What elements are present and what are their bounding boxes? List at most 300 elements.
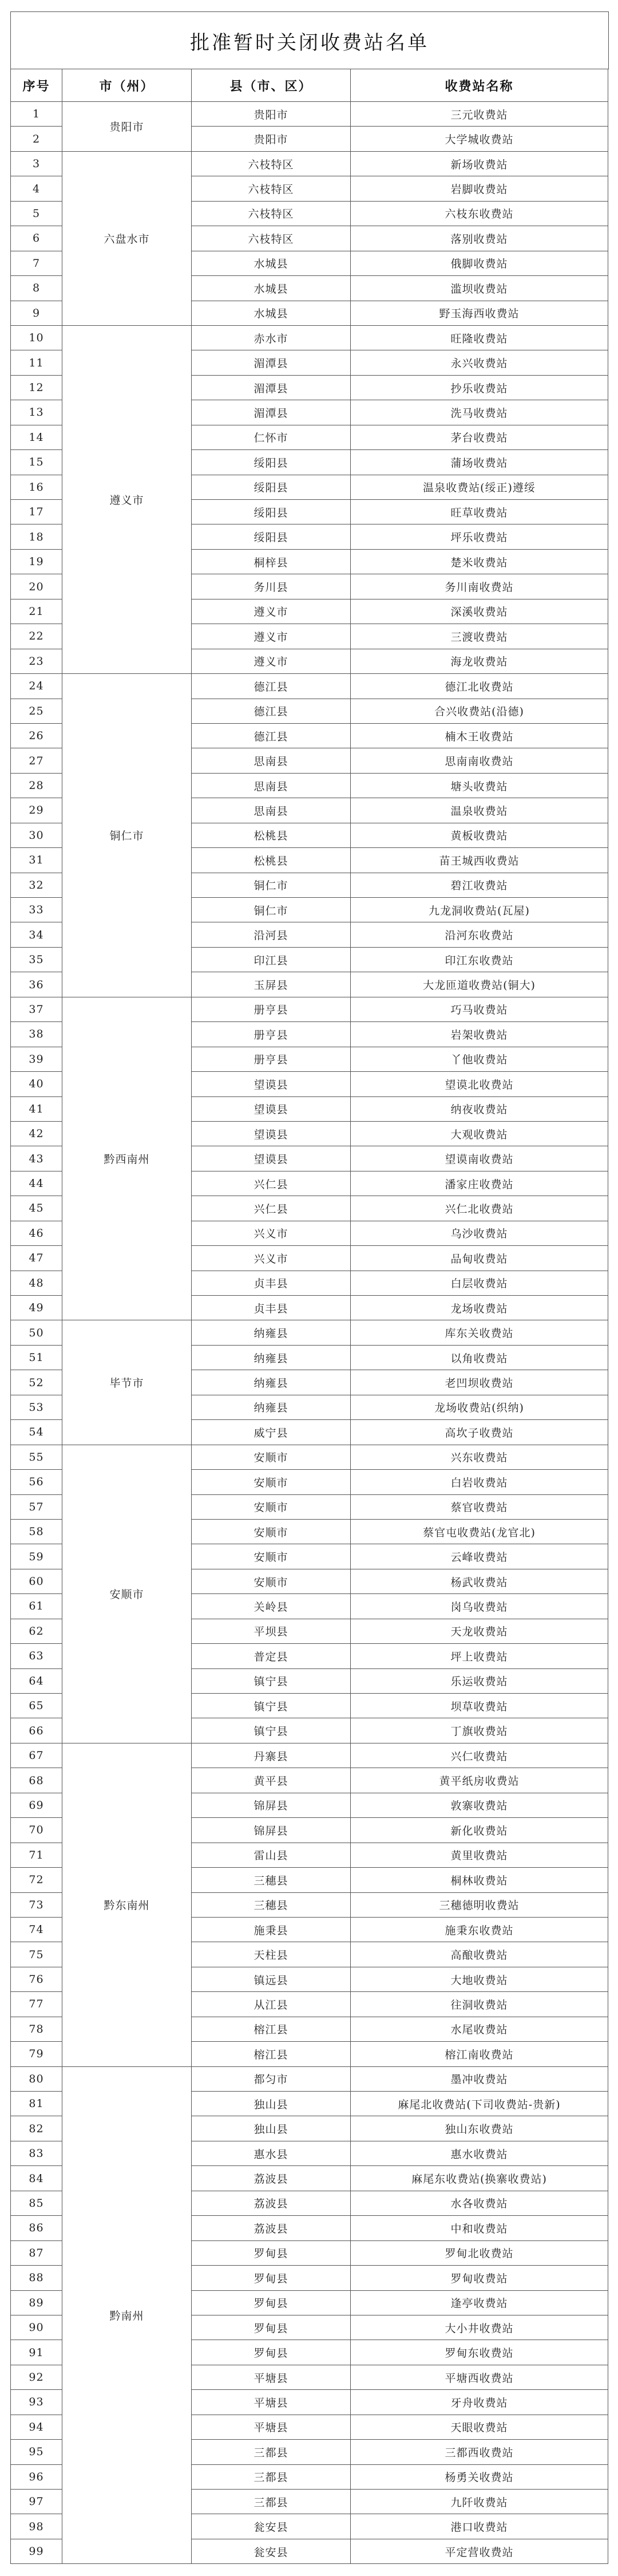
station-name-cell: 水各收费站: [351, 2191, 608, 2215]
row-number: 48: [11, 1271, 62, 1295]
row-number: 28: [11, 773, 62, 798]
county-cell: 罗甸县: [192, 2340, 351, 2365]
station-name-cell: 兴东收费站: [351, 1445, 608, 1469]
row-number: 85: [11, 2191, 62, 2215]
row-number: 20: [11, 574, 62, 599]
county-cell: 兴仁县: [192, 1196, 351, 1221]
row-number: 33: [11, 898, 62, 922]
county-cell: 绥阳县: [192, 475, 351, 499]
row-number: 61: [11, 1594, 62, 1619]
county-cell: 三穗县: [192, 1868, 351, 1892]
station-name-cell: 兴仁收费站: [351, 1743, 608, 1768]
county-cell: 纳雍县: [192, 1395, 351, 1419]
row-number: 11: [11, 350, 62, 375]
station-name-cell: 黄里收费站: [351, 1843, 608, 1867]
station-name-cell: 敦寨收费站: [351, 1793, 608, 1817]
county-cell: 印江县: [192, 947, 351, 972]
row-number: 69: [11, 1793, 62, 1817]
row-number: 49: [11, 1296, 62, 1320]
station-name-cell: 蔡官屯收费站(龙官北): [351, 1519, 608, 1544]
station-name-cell: 深溪收费站: [351, 599, 608, 624]
station-name-cell: 旺草收费站: [351, 500, 608, 524]
station-name-cell: 白岩收费站: [351, 1470, 608, 1494]
station-name-cell: 乌沙收费站: [351, 1221, 608, 1245]
station-name-cell: 牙舟收费站: [351, 2390, 608, 2415]
station-name-cell: 大龙匝道收费站(铜大): [351, 972, 608, 997]
county-cell: 铜仁市: [192, 873, 351, 897]
row-number: 21: [11, 599, 62, 624]
county-cell: 镇远县: [192, 1967, 351, 1991]
county-cell: 仁怀市: [192, 425, 351, 449]
county-cell: 罗甸县: [192, 2315, 351, 2340]
row-number: 40: [11, 1072, 62, 1096]
station-name-cell: 务川南收费站: [351, 574, 608, 599]
county-cell: 思南县: [192, 748, 351, 773]
station-name-cell: 丁旗收费站: [351, 1718, 608, 1743]
county-cell: 罗甸县: [192, 2240, 351, 2265]
station-name-cell: 六枝东收费站: [351, 201, 608, 226]
table-row: [11, 151, 608, 176]
row-number: 27: [11, 748, 62, 773]
county-cell: 望谟县: [192, 1121, 351, 1146]
county-cell: 安顺市: [192, 1519, 351, 1544]
county-cell: 思南县: [192, 773, 351, 798]
station-name-cell: 坪乐收费站: [351, 524, 608, 549]
county-cell: 安顺市: [192, 1494, 351, 1519]
station-name-cell: 三穗德明收费站: [351, 1892, 608, 1917]
county-cell: 德江县: [192, 674, 351, 699]
row-number: 86: [11, 2216, 62, 2240]
document-title: 批准暂时关闭收费站名单: [10, 11, 609, 69]
station-name-cell: 新化收费站: [351, 1818, 608, 1843]
county-cell: 从江县: [192, 1992, 351, 2017]
row-number: 93: [11, 2390, 62, 2415]
county-cell: 安顺市: [192, 1445, 351, 1469]
station-name-cell: 杨武收费站: [351, 1569, 608, 1593]
city-cell: 黔西南州: [62, 997, 192, 1320]
row-number: 55: [11, 1445, 62, 1469]
station-name-cell: 永兴收费站: [351, 350, 608, 375]
row-number: 94: [11, 2415, 62, 2439]
station-name-cell: 新场收费站: [351, 151, 608, 176]
row-number: 7: [11, 251, 62, 275]
row-number: 81: [11, 2092, 62, 2116]
county-cell: 安顺市: [192, 1569, 351, 1593]
county-cell: 沿河县: [192, 922, 351, 947]
row-number: 16: [11, 475, 62, 499]
station-name-cell: 岗乌收费站: [351, 1594, 608, 1619]
row-number: 79: [11, 2042, 62, 2066]
city-cell: 铜仁市: [62, 674, 192, 997]
row-number: 89: [11, 2290, 62, 2315]
city-cell: 黔东南州: [62, 1743, 192, 2066]
county-cell: 桐梓县: [192, 549, 351, 574]
county-cell: 纳雍县: [192, 1370, 351, 1395]
row-number: 26: [11, 723, 62, 748]
county-cell: 三穗县: [192, 1892, 351, 1917]
row-number: 59: [11, 1544, 62, 1569]
station-name-cell: 罗甸东收费站: [351, 2340, 608, 2365]
station-name-cell: 坝草收费站: [351, 1694, 608, 1718]
row-number: 82: [11, 2116, 62, 2141]
county-cell: 湄潭县: [192, 375, 351, 400]
county-cell: 玉屏县: [192, 972, 351, 997]
header-station-name: 收费站名称: [351, 69, 608, 102]
row-number: 37: [11, 997, 62, 1021]
county-cell: 天柱县: [192, 1942, 351, 1967]
county-cell: 德江县: [192, 723, 351, 748]
table-row: [11, 997, 608, 1021]
county-cell: 平塘县: [192, 2365, 351, 2389]
city-cell: 黔南州: [62, 2066, 192, 2564]
county-cell: 湄潭县: [192, 400, 351, 425]
row-number: 73: [11, 1892, 62, 1917]
county-cell: 遵义市: [192, 649, 351, 673]
county-cell: 六枝特区: [192, 201, 351, 226]
row-number: 72: [11, 1868, 62, 1892]
county-cell: 镇宁县: [192, 1668, 351, 1693]
station-name-cell: 云峰收费站: [351, 1544, 608, 1569]
county-cell: 绥阳县: [192, 450, 351, 475]
station-name-cell: 旺隆收费站: [351, 325, 608, 350]
county-cell: 铜仁市: [192, 898, 351, 922]
header-city: 市（州）: [62, 69, 192, 102]
row-number: 62: [11, 1619, 62, 1643]
row-number: 2: [11, 127, 62, 151]
station-name-cell: 港口收费站: [351, 2514, 608, 2539]
table-row: [11, 1743, 608, 1768]
county-cell: 荔波县: [192, 2216, 351, 2240]
row-number: 5: [11, 201, 62, 226]
row-number: 70: [11, 1818, 62, 1843]
city-cell: 六盘水市: [62, 151, 192, 325]
county-cell: 雷山县: [192, 1843, 351, 1867]
row-number: 10: [11, 325, 62, 350]
county-cell: 三都县: [192, 2440, 351, 2464]
table-row: [11, 1445, 608, 1469]
row-number: 53: [11, 1395, 62, 1419]
county-cell: 六枝特区: [192, 226, 351, 251]
row-number: 90: [11, 2315, 62, 2340]
county-cell: 务川县: [192, 574, 351, 599]
station-name-cell: 逢亭收费站: [351, 2290, 608, 2315]
row-number: 91: [11, 2340, 62, 2365]
county-cell: 瓮安县: [192, 2514, 351, 2539]
station-name-cell: 坪上收费站: [351, 1644, 608, 1668]
row-number: 88: [11, 2266, 62, 2290]
row-number: 78: [11, 2017, 62, 2041]
county-cell: 威宁县: [192, 1420, 351, 1445]
row-number: 38: [11, 1022, 62, 1047]
county-cell: 黄平县: [192, 1768, 351, 1793]
station-name-cell: 岩架收费站: [351, 1022, 608, 1047]
county-cell: 安顺市: [192, 1544, 351, 1569]
station-name-cell: 三元收费站: [351, 102, 608, 127]
row-number: 14: [11, 425, 62, 449]
county-cell: 遵义市: [192, 599, 351, 624]
county-cell: 锦屏县: [192, 1793, 351, 1817]
row-number: 98: [11, 2514, 62, 2539]
county-cell: 榕江县: [192, 2017, 351, 2041]
row-number: 58: [11, 1519, 62, 1544]
row-number: 3: [11, 151, 62, 176]
station-name-cell: 乐运收费站: [351, 1668, 608, 1693]
station-name-cell: 茅台收费站: [351, 425, 608, 449]
county-cell: 兴仁县: [192, 1171, 351, 1196]
station-name-cell: 塘头收费站: [351, 773, 608, 798]
row-number: 84: [11, 2166, 62, 2191]
station-name-cell: 滥坝收费站: [351, 276, 608, 301]
station-name-cell: 高坎子收费站: [351, 1420, 608, 1445]
station-name-cell: 天龙收费站: [351, 1619, 608, 1643]
row-number: 42: [11, 1121, 62, 1146]
county-cell: 水城县: [192, 251, 351, 275]
county-cell: 贵阳市: [192, 102, 351, 127]
row-number: 71: [11, 1843, 62, 1867]
row-number: 75: [11, 1942, 62, 1967]
table-row: [11, 102, 608, 127]
row-number: 39: [11, 1047, 62, 1071]
row-number: 67: [11, 1743, 62, 1768]
county-cell: 册亨县: [192, 997, 351, 1021]
county-cell: 丹寨县: [192, 1743, 351, 1768]
station-name-cell: 潘家庄收费站: [351, 1171, 608, 1196]
station-name-cell: 蔡官收费站: [351, 1494, 608, 1519]
station-name-cell: 平塘西收费站: [351, 2365, 608, 2389]
station-name-cell: 大观收费站: [351, 1121, 608, 1146]
table-row: [11, 2066, 608, 2091]
station-name-cell: 落别收费站: [351, 226, 608, 251]
station-name-cell: 大小井收费站: [351, 2315, 608, 2340]
station-name-cell: 洗马收费站: [351, 400, 608, 425]
table-row: [11, 674, 608, 699]
row-number: 31: [11, 848, 62, 873]
county-cell: 都匀市: [192, 2066, 351, 2091]
station-name-cell: 高酿收费站: [351, 1942, 608, 1967]
station-name-cell: 碧江收费站: [351, 873, 608, 897]
county-cell: 锦屏县: [192, 1818, 351, 1843]
row-number: 44: [11, 1171, 62, 1196]
row-number: 8: [11, 276, 62, 301]
row-number: 1: [11, 102, 62, 127]
station-name-cell: 墨冲收费站: [351, 2066, 608, 2091]
station-name-cell: 楠木王收费站: [351, 723, 608, 748]
county-cell: 罗甸县: [192, 2266, 351, 2290]
row-number: 15: [11, 450, 62, 475]
station-name-cell: 望谟北收费站: [351, 1072, 608, 1096]
station-name-cell: 楚米收费站: [351, 549, 608, 574]
county-cell: 望谟县: [192, 1146, 351, 1171]
row-number: 80: [11, 2066, 62, 2091]
row-number: 36: [11, 972, 62, 997]
row-number: 23: [11, 649, 62, 673]
row-number: 18: [11, 524, 62, 549]
station-name-cell: 库东关收费站: [351, 1320, 608, 1345]
station-name-cell: 巧马收费站: [351, 997, 608, 1021]
county-cell: 贵阳市: [192, 127, 351, 151]
station-name-cell: 海龙收费站: [351, 649, 608, 673]
row-number: 24: [11, 674, 62, 699]
row-number: 95: [11, 2440, 62, 2464]
station-name-cell: 蒲场收费站: [351, 450, 608, 475]
row-number: 41: [11, 1096, 62, 1121]
station-name-cell: 罗甸北收费站: [351, 2240, 608, 2265]
city-cell: 贵阳市: [62, 102, 192, 152]
county-cell: 普定县: [192, 1644, 351, 1668]
row-number: 12: [11, 375, 62, 400]
station-name-cell: 兴仁北收费站: [351, 1196, 608, 1221]
county-cell: 关岭县: [192, 1594, 351, 1619]
city-cell: 安顺市: [62, 1445, 192, 1743]
station-name-cell: 沿河东收费站: [351, 922, 608, 947]
station-name-cell: 大学城收费站: [351, 127, 608, 151]
county-cell: 三都县: [192, 2464, 351, 2489]
county-cell: 罗甸县: [192, 2290, 351, 2315]
station-name-cell: 俄脚收费站: [351, 251, 608, 275]
table-row: [11, 1320, 608, 1345]
station-name-cell: 三渡收费站: [351, 624, 608, 649]
row-number: 76: [11, 1967, 62, 1991]
county-cell: 镇宁县: [192, 1694, 351, 1718]
county-cell: 六枝特区: [192, 151, 351, 176]
row-number: 34: [11, 922, 62, 947]
station-name-cell: 白层收费站: [351, 1271, 608, 1295]
county-cell: 遵义市: [192, 624, 351, 649]
county-cell: 纳雍县: [192, 1345, 351, 1370]
station-name-cell: 岩脚收费站: [351, 176, 608, 201]
county-cell: 册亨县: [192, 1047, 351, 1071]
header-no: 序号: [11, 69, 62, 102]
county-cell: 瓮安县: [192, 2539, 351, 2563]
county-cell: 兴义市: [192, 1246, 351, 1271]
station-name-cell: 施秉东收费站: [351, 1917, 608, 1942]
station-name-cell: 往洞收费站: [351, 1992, 608, 2017]
station-name-cell: 九阡收费站: [351, 2490, 608, 2514]
station-name-cell: 平定营收费站: [351, 2539, 608, 2563]
row-number: 25: [11, 699, 62, 723]
station-name-cell: 野玉海西收费站: [351, 301, 608, 325]
station-name-cell: 合兴收费站(沿德): [351, 699, 608, 723]
row-number: 50: [11, 1320, 62, 1345]
county-cell: 贞丰县: [192, 1271, 351, 1295]
row-number: 87: [11, 2240, 62, 2265]
station-name-cell: 黄平纸房收费站: [351, 1768, 608, 1793]
county-cell: 平塘县: [192, 2390, 351, 2415]
county-cell: 六枝特区: [192, 176, 351, 201]
row-number: 66: [11, 1718, 62, 1743]
station-name-cell: 温泉收费站: [351, 798, 608, 823]
county-cell: 荔波县: [192, 2191, 351, 2215]
county-cell: 水城县: [192, 276, 351, 301]
station-name-cell: 德江北收费站: [351, 674, 608, 699]
station-name-cell: 纳夜收费站: [351, 1096, 608, 1121]
row-number: 56: [11, 1470, 62, 1494]
county-cell: 册亨县: [192, 1022, 351, 1047]
row-number: 83: [11, 2141, 62, 2165]
station-name-cell: 天眼收费站: [351, 2415, 608, 2439]
station-name-cell: 丫他收费站: [351, 1047, 608, 1071]
station-name-cell: 印江东收费站: [351, 947, 608, 972]
station-name-cell: 桐林收费站: [351, 1868, 608, 1892]
row-number: 13: [11, 400, 62, 425]
row-number: 60: [11, 1569, 62, 1593]
station-name-cell: 九龙洞收费站(瓦屋): [351, 898, 608, 922]
county-cell: 三都县: [192, 2490, 351, 2514]
row-number: 45: [11, 1196, 62, 1221]
county-cell: 思南县: [192, 798, 351, 823]
county-cell: 兴义市: [192, 1221, 351, 1245]
row-number: 6: [11, 226, 62, 251]
city-cell: 毕节市: [62, 1320, 192, 1445]
header-county: 县（市、区）: [192, 69, 351, 102]
county-cell: 榕江县: [192, 2042, 351, 2066]
row-number: 57: [11, 1494, 62, 1519]
station-name-cell: 以角收费站: [351, 1345, 608, 1370]
county-cell: 独山县: [192, 2092, 351, 2116]
county-cell: 松桃县: [192, 848, 351, 873]
row-number: 9: [11, 301, 62, 325]
station-name-cell: 杨勇关收费站: [351, 2464, 608, 2489]
county-cell: 水城县: [192, 301, 351, 325]
station-name-cell: 龙场收费站(织纳): [351, 1395, 608, 1419]
county-cell: 望谟县: [192, 1096, 351, 1121]
county-cell: 平坝县: [192, 1619, 351, 1643]
row-number: 29: [11, 798, 62, 823]
county-cell: 德江县: [192, 699, 351, 723]
row-number: 30: [11, 823, 62, 847]
station-name-cell: 中和收费站: [351, 2216, 608, 2240]
row-number: 4: [11, 176, 62, 201]
county-cell: 纳雍县: [192, 1320, 351, 1345]
row-number: 47: [11, 1246, 62, 1271]
station-name-cell: 龙场收费站: [351, 1296, 608, 1320]
row-number: 77: [11, 1992, 62, 2017]
county-cell: 安顺市: [192, 1470, 351, 1494]
county-cell: 施秉县: [192, 1917, 351, 1942]
station-name-cell: 罗甸收费站: [351, 2266, 608, 2290]
station-name-cell: 水尾收费站: [351, 2017, 608, 2041]
station-name-cell: 温泉收费站(绥正)遵绥: [351, 475, 608, 499]
station-name-cell: 大地收费站: [351, 1967, 608, 1991]
county-cell: 贞丰县: [192, 1296, 351, 1320]
station-name-cell: 榕江南收费站: [351, 2042, 608, 2066]
station-name-cell: 黄板收费站: [351, 823, 608, 847]
county-cell: 望谟县: [192, 1072, 351, 1096]
station-name-cell: 麻尾东收费站(换寨收费站): [351, 2166, 608, 2191]
city-cell: 遵义市: [62, 325, 192, 673]
county-cell: 赤水市: [192, 325, 351, 350]
row-number: 64: [11, 1668, 62, 1693]
station-name-cell: 苗王城西收费站: [351, 848, 608, 873]
table-row: [11, 325, 608, 350]
station-name-cell: 抄乐收费站: [351, 375, 608, 400]
county-cell: 绥阳县: [192, 524, 351, 549]
row-number: 52: [11, 1370, 62, 1395]
row-number: 32: [11, 873, 62, 897]
county-cell: 独山县: [192, 2116, 351, 2141]
county-cell: 镇宁县: [192, 1718, 351, 1743]
row-number: 19: [11, 549, 62, 574]
station-name-cell: 惠水收费站: [351, 2141, 608, 2165]
row-number: 68: [11, 1768, 62, 1793]
county-cell: 荔波县: [192, 2166, 351, 2191]
county-cell: 松桃县: [192, 823, 351, 847]
station-name-cell: 老凹坝收费站: [351, 1370, 608, 1395]
row-number: 46: [11, 1221, 62, 1245]
station-name-cell: 三都西收费站: [351, 2440, 608, 2464]
row-number: 35: [11, 947, 62, 972]
row-number: 43: [11, 1146, 62, 1171]
